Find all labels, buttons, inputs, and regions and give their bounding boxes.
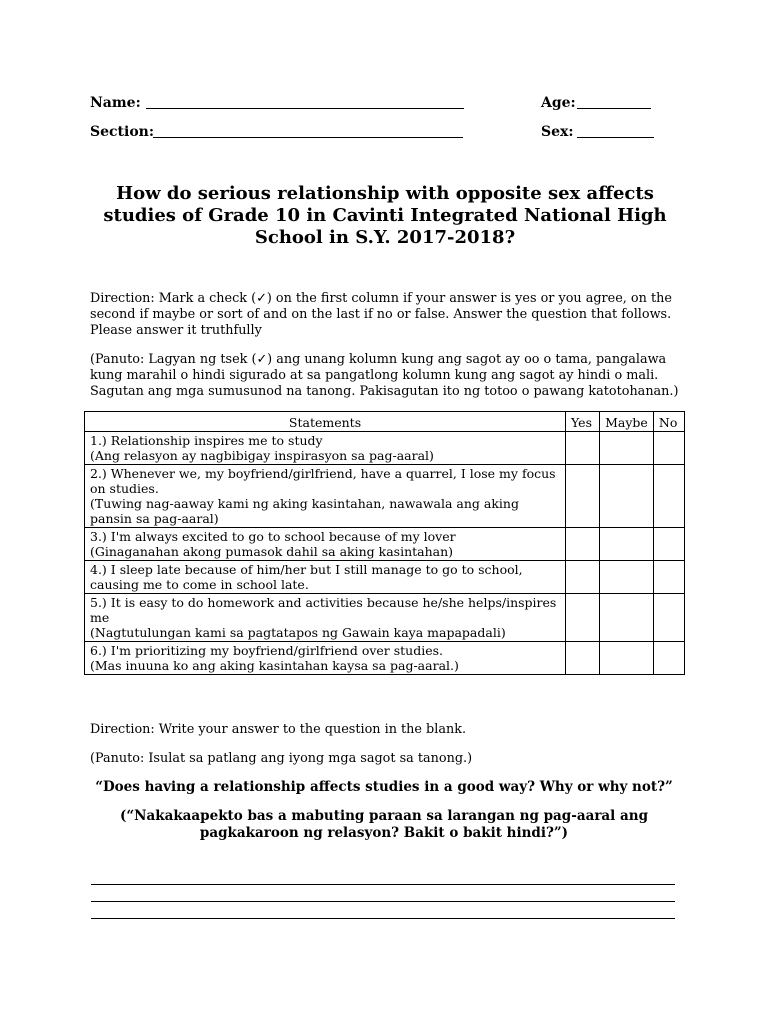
name-blank[interactable] bbox=[146, 108, 464, 109]
yes-checkbox-cell[interactable] bbox=[566, 432, 600, 465]
statement-filipino: (Tuwing nag-aaway kami ng aking kasintahan, nawawala ang aking pansin sa pag-aaral) bbox=[90, 496, 519, 526]
table-row bbox=[85, 432, 685, 465]
statement-filipino: (Mas inuuna ko ang aking kasintahan kaysa sa pag-aaral.) bbox=[90, 658, 459, 673]
maybe-checkbox-cell[interactable] bbox=[600, 528, 654, 561]
survey-title: How do serious relationship with opposite sex affects studies of Grade 10 in Cavinti Integrated National High School in S.Y. 2017-2018? bbox=[103, 183, 667, 248]
statement-english: 2.) Whenever we, my boyfriend/girlfriend, have a quarrel, I lose my focus on studies. bbox=[90, 466, 556, 496]
yes-checkbox-cell[interactable] bbox=[566, 594, 600, 642]
name-field bbox=[90, 92, 141, 111]
direction2-filipino: (Panuto: Isulat sa patlang ang iyong mga sagot sa tanong.) bbox=[90, 751, 473, 766]
yes-checkbox-cell[interactable] bbox=[566, 465, 600, 528]
open-question-filipino: (“Nakakaapekto bas a mabuting paraan sa larangan ng pag-aaral ang pagkakaroon ng relasyon? Bakit o bakit hindi?”) bbox=[119, 808, 649, 841]
section-label: Section: bbox=[90, 124, 155, 140]
direction-english: Direction: Mark a check (✓) on the first column if your answer is yes or you agree, on the second if maybe or sort of and on the last if no or false. Answer the question that follows. Please answer it truthfully bbox=[90, 291, 672, 338]
maybe-checkbox-cell[interactable] bbox=[600, 432, 654, 465]
statement-english: 5.) It is easy to do homework and activities because he/she helps/inspires me bbox=[90, 595, 557, 625]
statement-filipino: (Ang relasyon ay nagbibigay inspirasyon sa pag-aaral) bbox=[90, 448, 434, 463]
table-row bbox=[85, 561, 685, 594]
table-header-row bbox=[85, 412, 685, 432]
statement-cell bbox=[85, 642, 566, 675]
statement-cell bbox=[85, 465, 566, 528]
yes-checkbox-cell[interactable] bbox=[566, 561, 600, 594]
table-row bbox=[85, 465, 685, 528]
maybe-checkbox-cell[interactable] bbox=[600, 594, 654, 642]
open-question-english: “Does having a relationship affects studies in a good way? Why or why not?” bbox=[95, 779, 673, 795]
answer-line[interactable] bbox=[91, 918, 675, 919]
questionnaire-table bbox=[84, 411, 685, 675]
statement-english: 6.) I'm prioritizing my boyfriend/girlfriend over studies. bbox=[90, 643, 444, 658]
section-blank[interactable] bbox=[153, 137, 463, 138]
answer-line[interactable] bbox=[91, 884, 675, 885]
maybe-checkbox-cell[interactable] bbox=[600, 465, 654, 528]
direction2-english: Direction: Write your answer to the question in the blank. bbox=[90, 722, 467, 737]
table-row bbox=[85, 594, 685, 642]
maybe-checkbox-cell[interactable] bbox=[600, 642, 654, 675]
statements-header: Statements bbox=[85, 412, 566, 432]
no-checkbox-cell[interactable] bbox=[653, 561, 684, 594]
statement-filipino: (Nagtutulungan kami sa pagtatapos ng Gawain kaya mapapadali) bbox=[90, 625, 506, 640]
maybe-header: Maybe bbox=[600, 412, 654, 432]
statement-cell bbox=[85, 432, 566, 465]
statement-filipino: (Ginaganahan akong pumasok dahil sa aking kasintahan) bbox=[90, 544, 454, 559]
no-checkbox-cell[interactable] bbox=[653, 465, 684, 528]
no-checkbox-cell[interactable] bbox=[653, 642, 684, 675]
table-row bbox=[85, 528, 685, 561]
yes-header: Yes bbox=[566, 412, 600, 432]
age-field bbox=[541, 92, 576, 111]
no-checkbox-cell[interactable] bbox=[653, 432, 684, 465]
maybe-checkbox-cell[interactable] bbox=[600, 561, 654, 594]
table-row bbox=[85, 642, 685, 675]
statement-english: 4.) I sleep late because of him/her but I still manage to go to school, causing me to come in school late. bbox=[90, 562, 523, 592]
age-blank[interactable] bbox=[577, 108, 651, 109]
answer-line[interactable] bbox=[91, 901, 675, 902]
no-header: No bbox=[653, 412, 684, 432]
statement-english: 1.) Relationship inspires me to study bbox=[90, 433, 323, 448]
direction-filipino: (Panuto: Lagyan ng tsek (✓) ang unang kolumn kung ang sagot ay oo o tama, pangalawa kung marahil o hindi sigurado at sa pangatlong kolumn kung ang sagot ay hindi o mali. Sagutan ang mga sumusunod na tanong. Pakisagutan ito ng totoo o pawang katotohanan.) bbox=[90, 352, 679, 399]
yes-checkbox-cell[interactable] bbox=[566, 642, 600, 675]
statement-cell bbox=[85, 594, 566, 642]
statement-english: 3.) I'm always excited to go to school because of my lover bbox=[90, 529, 456, 544]
age-label: Age: bbox=[541, 95, 576, 111]
no-checkbox-cell[interactable] bbox=[653, 594, 684, 642]
no-checkbox-cell[interactable] bbox=[653, 528, 684, 561]
statement-cell bbox=[85, 528, 566, 561]
statement-cell bbox=[85, 561, 566, 594]
sex-field bbox=[541, 121, 574, 140]
sex-blank[interactable] bbox=[577, 137, 654, 138]
section-field bbox=[90, 121, 154, 140]
yes-checkbox-cell[interactable] bbox=[566, 528, 600, 561]
sex-label: Sex: bbox=[541, 124, 574, 140]
name-label: Name: bbox=[90, 95, 141, 111]
